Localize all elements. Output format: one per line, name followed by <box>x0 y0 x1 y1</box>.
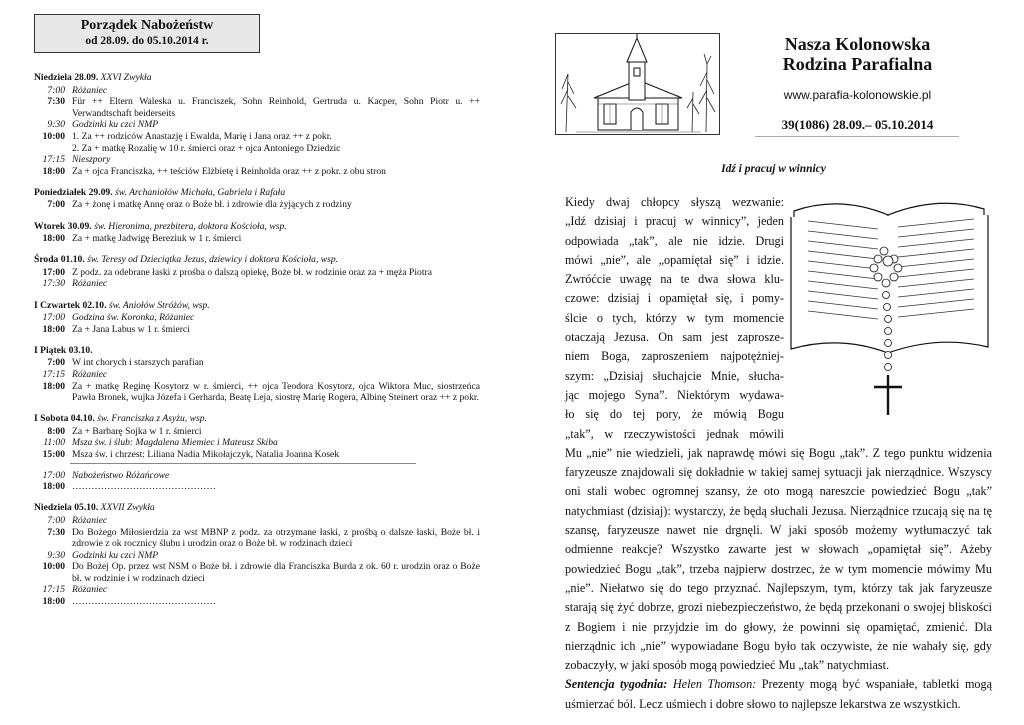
entry-time <box>34 143 72 155</box>
article-line: Kiedy dwaj chłopcy słyszą wezwanie: <box>565 195 784 209</box>
schedule-header-box <box>34 14 260 53</box>
entry-text: Różaniec <box>72 584 108 596</box>
article-paragraph-full: Mu „nie” nie wiedzieli, jak naprawdę mówi się Bogu „tak”. Z tego punktu widzenia faryzeusze znajdowali się dokładnie w takiej samej sytuacji jak nierządnice. Wszyscy oni stali wobec ogromnej szansy, że oto mogą nareszcie powiedzieć Bogu „tak” natychmiast (dzisiaj): wystarczy, że będą słuchali Jezusa. Nierządnice rzucają się na tę szansę, faryzeusze nawet nie drgnęli. W jaki sposób możemy wytłumaczyć tak odmienne reakcje? Wszystko zawarte jest w słowach „opamiętał się”. Ażeby powiedzieć Bogu „tak”, trzeba najpierw dostrzec, że w tym momencie mówimy Mu „nie”. Niełatwo się do tego przyznać. Najlepszym, tym, którzy tak jak faryzeusze starają się żyć dobrze, grozi niebezpieczeństwo, że będą przekonani o swojej bliskości z Bogiem i nie przyjdzie im do głowy, że powinni się opamiętać, zmienić. Dla nierządnic ich „nie” wypowiadane Bogu było tak oczywiste, że nie wahały się, gdy zobaczyły, w jaki sposób mogą powiedzieć Mu „tak” natychmiast. <box>565 445 992 673</box>
schedule-entry <box>34 426 480 438</box>
entry-time: 17:00 <box>42 266 65 278</box>
schedule-day <box>34 502 480 607</box>
article-line: „Idź dzisiaj i pracuj w winnicy”, jeden <box>565 214 784 229</box>
schedule-entry <box>34 267 480 279</box>
day-feast: XXVII Zwykła <box>100 502 155 514</box>
entry-time: 7:30 <box>47 526 65 538</box>
schedule-entry <box>34 199 480 211</box>
article-line: odpowiada „tak”, ale nie idzie. Drugi <box>565 233 784 248</box>
entry-text: Za + Barbarę Sojka w 1 r. śmierci <box>72 425 202 437</box>
day-date: Niedziela 28.09. <box>34 72 99 83</box>
entry-time: 17:15 <box>42 368 65 380</box>
day-feast: św. Archaniołów Michała, Gabriela i Rafała <box>115 186 286 198</box>
sentence-author: Helen Thomson: <box>672 677 757 692</box>
entry-time: 9:30 <box>47 549 65 561</box>
schedule-entry <box>34 481 480 493</box>
schedule-dates: od 28.09. do 05.10.2014 r. <box>85 35 209 47</box>
entry-text: Różaniec <box>72 514 108 526</box>
entry-time: 17:15 <box>42 154 65 166</box>
article-line: jąc mojego Syna”. Niektórym wydawa- <box>565 387 784 402</box>
article-line: niem Boga, zaproszeniem najpotężniej- <box>565 349 784 364</box>
day-feast: św. Teresy od Dzieciątka Jezus, dziewicy i doktora Kościoła, wsp. <box>87 254 339 266</box>
day-date: Poniedziałek 29.09. <box>34 186 113 198</box>
parish-url: www.parafia-kolonowskie.pl <box>783 88 932 102</box>
day-date: Niedziela 05.10. <box>34 502 99 514</box>
entry-text: Za + matkę Reginę Kosytorz w r. śmierci, ++ ojca Teodora Kosytorz, ojca Wiktora Muc, siostrzeńca Pawła Bronek, wujka Józefa i Gerharda, Beatę Leja, siostrę Marię Rogera, Albinę Steinert oraz ++ z pokr. <box>72 380 480 404</box>
article-line: szym: „Dzisiaj słuchajcie Mnie, słucha- <box>565 368 784 383</box>
entry-time: 7:00 <box>47 84 65 96</box>
article-line: otaczają Jezusa. On sam jest zaprosze- <box>565 330 784 345</box>
schedule-page <box>34 14 480 608</box>
sentence-of-week <box>565 675 992 714</box>
entry-time: 7:00 <box>47 199 65 211</box>
entry-time: 15:00 <box>42 449 65 461</box>
schedule-entry <box>34 470 480 482</box>
day-heading <box>34 300 480 312</box>
article-line: mówi „nie”, ale „opamiętał się” i idzie. <box>565 252 784 267</box>
day-heading <box>34 72 480 84</box>
entry-time: 9:30 <box>47 119 65 131</box>
schedule-day <box>34 254 480 290</box>
schedule-entry <box>34 324 480 336</box>
entry-time: 17:00 <box>42 469 65 481</box>
entry-text: ……………………………………… <box>72 481 216 493</box>
entry-text: Różaniec <box>72 278 108 290</box>
entry-text: Za + Jana Labus w 1 r. śmierci <box>72 323 190 335</box>
schedule-entry <box>34 131 480 143</box>
article-line: czowe: dzisiaj i opamiętał się, i pomy- <box>565 291 784 306</box>
schedule-separator <box>70 463 416 464</box>
day-feast: św. Aniołów Stróżów, wsp. <box>108 299 210 311</box>
church-drawing <box>556 34 719 134</box>
day-heading <box>34 187 480 199</box>
entry-text: W int chorych i starszych parafian <box>72 357 204 369</box>
schedule-entry <box>34 357 480 369</box>
day-date: I Sobota 04.10. <box>34 413 95 425</box>
schedule-entry <box>34 584 480 596</box>
schedule-day <box>34 300 480 336</box>
article-line: ślcie o tych, którzy w tym momencie <box>565 310 784 325</box>
schedule-entry <box>34 166 480 178</box>
schedule-entry <box>34 515 480 527</box>
schedule-day <box>34 345 480 404</box>
entry-text: Godzinki ku czci NMP <box>72 549 159 561</box>
entry-text: Za + żonę i matkę Annę oraz o Boże bł. i zdrowie dla żyjących z rodziny <box>72 199 352 211</box>
article-body <box>565 193 992 714</box>
entry-text: Do Bożego Miłosierdzia za wst MBNP z podz. za otrzymane łaski, z prośbą o dalsze łaski, Boże bł. i zdrowie z ok rocznicy ślubu i urodzin oraz o Boże bł. w rodzinach dzieci <box>72 526 480 550</box>
entry-time: 18:00 <box>42 481 65 493</box>
schedule-entry <box>34 154 480 166</box>
entry-text: Za + ojca Franciszka, ++ teściów Elżbietę i Reinholda oraz ++ z pokr. z obu stron <box>72 165 386 177</box>
entry-time: 17:00 <box>42 312 65 324</box>
day-feast: św. Franciszka z Asyżu, wsp. <box>97 413 207 425</box>
schedule-entry <box>34 381 480 404</box>
schedule-day <box>34 72 480 177</box>
entry-text: Za + matkę Jadwigę Bereziuk w 1 r. śmierci <box>72 233 242 245</box>
day-heading <box>34 345 480 357</box>
entry-text: Msza św. i chrzest: Liliana Nadia Mikołajczyk, Natalia Joanna Kosek <box>72 449 340 461</box>
day-heading <box>34 221 480 233</box>
bulletin-page <box>555 0 992 725</box>
entry-time: 10:00 <box>42 130 65 142</box>
entry-time: 11:00 <box>43 437 65 449</box>
schedule-entry <box>34 233 480 245</box>
schedule-entry <box>34 96 480 119</box>
entry-text: Różaniec <box>72 84 108 96</box>
entry-text: Godzinki ku czci NMP <box>72 119 159 131</box>
entry-time: 7:00 <box>47 357 65 369</box>
sentence-text: Prezenty mogą być wspaniałe, tabletki mogą uśmierzać ból. Lecz uśmiech i dobre słowo to najlepsze lekarstwa ze wszystkich. <box>565 677 993 711</box>
entry-text: Nabożeństwo Różańcowe <box>72 469 170 481</box>
entry-text: Do Bożej Op. przez wst NSM o Boże bł. i zdrowie dla Franciszka Burda z ok. 60 r. urodzin oraz o Boże bł. w rodzinie i w rodzinach dzieci <box>72 561 480 584</box>
entry-time: 17:15 <box>42 584 65 596</box>
day-heading <box>34 502 480 514</box>
schedule-entry <box>34 561 480 584</box>
entry-time: 18:00 <box>42 233 65 245</box>
church-illustration <box>555 33 720 135</box>
schedule-entry <box>34 278 480 290</box>
entry-time: 17:30 <box>42 278 65 290</box>
schedule-entry <box>34 119 480 131</box>
entry-text: Z podz. za odebrane łaski z prośba o dalszą opiekę, Boże bł. w rodzinie oraz za + męża Piotra <box>72 266 432 278</box>
schedule-day <box>34 413 480 493</box>
schedule-entry <box>34 143 480 155</box>
schedule-list <box>34 72 480 617</box>
day-date: I Piątek 03.10. <box>34 344 93 356</box>
entry-text: Für ++ Eltern Waleska u. Franciszek, Sohn Reinhold, Gertruda u. Kacper, Sohn Piotr u. ++ Verwandtschaft beiderseits <box>72 96 480 119</box>
entry-time: 18:00 <box>42 323 65 335</box>
article-line: „tak”, w rzeczywistości jednak mówili <box>565 426 784 441</box>
masthead-title-line2: Rodzina Parafialna <box>782 54 933 74</box>
issue-number: 39(1086) 28.09.– 05.10.2014 <box>781 117 934 132</box>
entry-text: ……………………………………… <box>72 596 216 608</box>
entry-text: Msza św. i ślub: Magdalena Miemiec i Mateusz Skiba <box>72 437 278 449</box>
schedule-entry <box>34 550 480 562</box>
entry-time: 18:00 <box>42 596 65 608</box>
sentence-label: Sentencja tygodnia: <box>565 677 668 692</box>
article-paragraph-wrapped <box>565 193 992 444</box>
schedule-entry <box>34 437 480 449</box>
day-date: Wtorek 30.09. <box>34 220 92 232</box>
schedule-title: Porządek Nabożeństw <box>80 18 214 33</box>
day-date: I Czwartek 02.10. <box>34 299 107 311</box>
article-line: Zwróćcie uwagę na te dwa słowa klu- <box>565 272 784 287</box>
masthead-divider <box>755 136 959 137</box>
entry-time: 18:00 <box>42 380 65 392</box>
day-heading <box>34 413 480 425</box>
entry-time: 18:00 <box>42 165 65 177</box>
day-feast: XXVI Zwykła <box>100 72 152 83</box>
schedule-entry <box>34 85 480 97</box>
masthead <box>745 34 970 132</box>
day-feast: św. Hieronima, prezbitera, doktora Kościoła, wsp. <box>94 220 287 232</box>
entry-text: Godzina św. Koronka, Różaniec <box>72 312 195 324</box>
entry-time: 8:00 <box>47 425 65 437</box>
article-line: ło się do tej pory, że mówią Bogu <box>565 407 784 422</box>
entry-time: 10:00 <box>42 561 65 573</box>
masthead-title-line1: Nasza Kolonowska <box>784 34 931 54</box>
day-heading <box>34 254 480 266</box>
day-date: Środa 01.10. <box>34 254 85 266</box>
entry-time: 7:30 <box>47 96 65 108</box>
article-title: Idź i pracuj w winnicy <box>721 163 826 175</box>
schedule-entry <box>34 369 480 381</box>
entry-text: 2. Za + matkę Rozalię w 10 r. śmierci oraz + ojca Antoniego Dziedzic <box>72 142 341 154</box>
entry-text: 1. Za ++ rodziców Anastazję i Ewalda, Marię i Jana oraz ++ z pokr. <box>72 130 332 142</box>
entry-text: Różaniec <box>72 368 108 380</box>
schedule-entry <box>34 449 480 461</box>
schedule-entry <box>34 527 480 550</box>
entry-time: 7:00 <box>47 514 65 526</box>
schedule-entry <box>34 312 480 324</box>
schedule-day <box>34 221 480 245</box>
entry-text: Nieszpory <box>72 154 111 166</box>
schedule-day <box>34 187 480 211</box>
schedule-entry <box>34 596 480 608</box>
